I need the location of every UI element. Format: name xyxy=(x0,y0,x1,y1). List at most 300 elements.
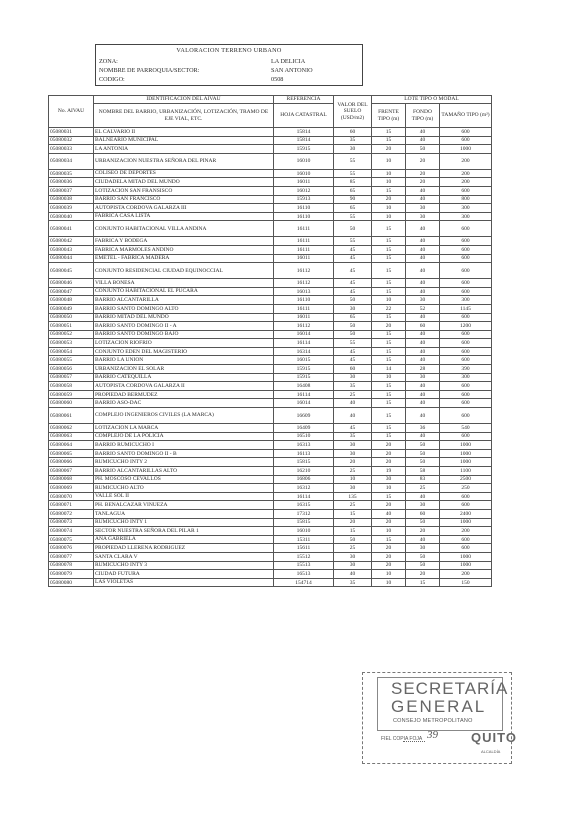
cell-no: 05080033 xyxy=(49,145,94,154)
table-row xyxy=(49,424,492,433)
cell-valor: 40 xyxy=(334,408,372,424)
cell-fondo: 50 xyxy=(406,441,440,450)
cell-fondo: 20 xyxy=(406,570,440,579)
cell-nombre: CONJUNTO RESIDENCIAL CIUDAD EQUINOCCIAL xyxy=(94,263,274,279)
cell-no: 05080059 xyxy=(49,390,94,399)
table-row xyxy=(49,347,492,356)
cell-fondo: 40 xyxy=(406,279,440,288)
cell-nombre: EL CALVARIO II xyxy=(94,128,274,137)
cell-frente: 20 xyxy=(372,544,406,553)
cell-fondo: 40 xyxy=(406,128,440,137)
cell-no: 05080071 xyxy=(49,501,94,510)
cell-fondo: 58 xyxy=(406,467,440,476)
cell-nombre: COLISEO DE DEPORTES xyxy=(94,169,274,178)
cell-fondo: 40 xyxy=(406,390,440,399)
cell-hoja: 15512 xyxy=(274,552,334,561)
cell-nombre: FABRICA CASA LISTA xyxy=(94,212,274,221)
cell-no: 05080056 xyxy=(49,365,94,374)
cell-no: 05080068 xyxy=(49,475,94,484)
cell-tamano: 600 xyxy=(440,501,492,510)
cell-no: 05080035 xyxy=(49,169,94,178)
table-row xyxy=(49,390,492,399)
cell-hoja: 16510 xyxy=(274,432,334,441)
cell-hoja: 16111 xyxy=(274,221,334,237)
cell-frente: 15 xyxy=(372,245,406,254)
cell-valor: 135 xyxy=(334,492,372,501)
cell-frente: 15 xyxy=(372,237,406,246)
cell-nombre: PH. MOSCOSO CEVALLOS xyxy=(94,475,274,484)
cell-no: 05080070 xyxy=(49,492,94,501)
cell-tamano: 600 xyxy=(440,544,492,553)
parroquia-label: NOMBRE DE PARROQUIA/SECTOR: xyxy=(99,67,200,74)
col-tamano: TAMAÑO TIPO (m²) xyxy=(440,104,492,128)
cell-nombre: RUMICUCHO ALTO xyxy=(94,484,274,493)
cell-hoja: 16111 xyxy=(274,245,334,254)
cell-frente: 15 xyxy=(372,254,406,263)
col-nombre: NOMBRE DEL BARRIO, URBANIZACIÓN, LOTIZACIÓN, TRAMO DE EJE VIAL, ETC. xyxy=(94,104,274,128)
cell-hoja: 16014 xyxy=(274,399,334,408)
stamp-alcaldia: ALCALDÍA xyxy=(481,749,501,754)
cell-nombre: VALLE SOL II xyxy=(94,492,274,501)
cell-hoja: 16113 xyxy=(274,449,334,458)
cell-fondo: 50 xyxy=(406,458,440,467)
cell-no: 05080080 xyxy=(49,578,94,587)
cell-no: 05080067 xyxy=(49,467,94,476)
table-row xyxy=(49,304,492,313)
cell-fondo: 83 xyxy=(406,475,440,484)
table-row xyxy=(49,544,492,553)
col-valor: VALOR DEL SUELO (USD/m2) xyxy=(334,96,372,128)
cell-fondo: 15 xyxy=(406,578,440,587)
cell-no: 05080055 xyxy=(49,356,94,365)
cell-nombre: BARRIO ALCANTARILLAS ALTO xyxy=(94,467,274,476)
table-row xyxy=(49,432,492,441)
cell-tamano: 600 xyxy=(440,313,492,322)
cell-fondo: 36 xyxy=(406,424,440,433)
codigo-value: 0508 xyxy=(271,76,284,83)
cell-no: 05080076 xyxy=(49,544,94,553)
cell-hoja: 16011 xyxy=(274,178,334,187)
cell-hoja: 154714 xyxy=(274,578,334,587)
cell-no: 05080074 xyxy=(49,527,94,536)
table-row xyxy=(49,441,492,450)
cell-fondo: 40 xyxy=(406,186,440,195)
cell-no: 05080066 xyxy=(49,458,94,467)
cell-no: 05080051 xyxy=(49,322,94,331)
cell-no: 05080061 xyxy=(49,408,94,424)
cell-tamano: 600 xyxy=(440,356,492,365)
table-row xyxy=(49,458,492,467)
cell-tamano: 600 xyxy=(440,287,492,296)
cell-hoja: 16011 xyxy=(274,313,334,322)
cell-fondo: 20 xyxy=(406,527,440,536)
cell-fondo: 40 xyxy=(406,221,440,237)
table-row xyxy=(49,330,492,339)
cell-frente: 15 xyxy=(372,424,406,433)
cell-fondo: 40 xyxy=(406,382,440,391)
cell-fondo: 40 xyxy=(406,339,440,348)
cell-fondo: 30 xyxy=(406,212,440,221)
cell-hoja: 16513 xyxy=(274,570,334,579)
cell-hoja: 16015 xyxy=(274,356,334,365)
secretaria-stamp xyxy=(362,672,517,764)
cell-nombre: LOTIZACION SAN FRANSISCO xyxy=(94,186,274,195)
cell-hoja: 15513 xyxy=(274,561,334,570)
cell-frente: 15 xyxy=(372,339,406,348)
cell-frente: 20 xyxy=(372,518,406,527)
cell-frente: 10 xyxy=(372,578,406,587)
cell-nombre: COMPLEJO INGENIEROS CIVILES (LA MARCA) xyxy=(94,408,274,424)
cell-tamano: 600 xyxy=(440,390,492,399)
cell-valor: 30 xyxy=(334,561,372,570)
cell-hoja: 16806 xyxy=(274,475,334,484)
cell-nombre: PROPIEDAD LLERENA RODRIGUEZ xyxy=(94,544,274,553)
cell-no: 05080065 xyxy=(49,449,94,458)
cell-valor: 60 xyxy=(334,365,372,374)
cell-hoja: 15915 xyxy=(274,365,334,374)
table-row xyxy=(49,245,492,254)
cell-no: 05080057 xyxy=(49,373,94,382)
cell-frente: 10 xyxy=(372,178,406,187)
cell-nombre: URBANIZACION EL SOLAR xyxy=(94,365,274,374)
cell-hoja: 15815 xyxy=(274,458,334,467)
cell-valor: 35 xyxy=(334,432,372,441)
cell-tamano: 600 xyxy=(440,279,492,288)
cell-no: 05080060 xyxy=(49,399,94,408)
cell-valor: 35 xyxy=(334,136,372,145)
cell-fondo: 40 xyxy=(406,492,440,501)
cell-tamano: 300 xyxy=(440,373,492,382)
cell-valor: 30 xyxy=(334,552,372,561)
cell-nombre: LAS VIOLETAS xyxy=(94,578,274,587)
cell-valor: 50 xyxy=(334,296,372,305)
cell-fondo: 28 xyxy=(406,365,440,374)
cell-fondo: 25 xyxy=(406,484,440,493)
cell-valor: 65 xyxy=(334,313,372,322)
cell-valor: 25 xyxy=(334,501,372,510)
cell-frente: 20 xyxy=(372,441,406,450)
cell-valor: 15 xyxy=(334,509,372,518)
cell-tamano: 540 xyxy=(440,424,492,433)
cell-valor: 45 xyxy=(334,347,372,356)
table-row xyxy=(49,339,492,348)
cell-nombre: AUTOPISTA CORDOVA GALARZA II xyxy=(94,382,274,391)
cell-hoja: 16114 xyxy=(274,390,334,399)
cell-frente: 15 xyxy=(372,128,406,137)
table-row xyxy=(49,296,492,305)
cell-valor: 60 xyxy=(334,128,372,137)
cell-no: 05080079 xyxy=(49,570,94,579)
cell-tamano: 600 xyxy=(440,237,492,246)
valuation-table xyxy=(48,95,492,587)
col-frente: FRENTE TIPO (m) xyxy=(372,104,406,128)
table-row xyxy=(49,186,492,195)
cell-tamano: 600 xyxy=(440,432,492,441)
zona-value: LA DELICIA xyxy=(271,58,306,65)
cell-hoja: 16314 xyxy=(274,347,334,356)
cell-valor: 45 xyxy=(334,254,372,263)
cell-frente: 10 xyxy=(372,204,406,213)
cell-nombre: BARRIO SANTO DOMINGO ALTO xyxy=(94,304,274,313)
cell-valor: 55 xyxy=(334,212,372,221)
table-row xyxy=(49,287,492,296)
cell-tamano: 1000 xyxy=(440,552,492,561)
table-row xyxy=(49,570,492,579)
cell-no: 05080077 xyxy=(49,552,94,561)
cell-no: 05080052 xyxy=(49,330,94,339)
cell-frente: 10 xyxy=(372,570,406,579)
col-hoja: HOJA CATASTRAL xyxy=(274,104,334,128)
cell-tamano: 2400 xyxy=(440,509,492,518)
cell-tamano: 390 xyxy=(440,365,492,374)
cell-frente: 20 xyxy=(372,501,406,510)
cell-hoja: 16409 xyxy=(274,424,334,433)
cell-valor: 35 xyxy=(334,578,372,587)
cell-fondo: 40 xyxy=(406,356,440,365)
cell-fondo: 30 xyxy=(406,204,440,213)
zona-row xyxy=(99,58,361,66)
cell-hoja: 15915 xyxy=(274,373,334,382)
cell-frente: 15 xyxy=(372,279,406,288)
cell-hoja: 16111 xyxy=(274,237,334,246)
cell-tamano: 600 xyxy=(440,382,492,391)
table-row xyxy=(49,169,492,178)
cell-no: 05080058 xyxy=(49,382,94,391)
cell-fondo: 40 xyxy=(406,136,440,145)
cell-valor: 45 xyxy=(334,287,372,296)
cell-no: 05080038 xyxy=(49,195,94,204)
cell-hoja: 16013 xyxy=(274,287,334,296)
cell-nombre: BARRIO SANTO DOMINGO II - B xyxy=(94,449,274,458)
cell-frente: 20 xyxy=(372,552,406,561)
cell-valor: 45 xyxy=(334,356,372,365)
cell-fondo: 30 xyxy=(406,501,440,510)
table-row xyxy=(49,408,492,424)
table-row xyxy=(49,449,492,458)
cell-fondo: 40 xyxy=(406,263,440,279)
cell-valor: 25 xyxy=(334,390,372,399)
cell-nombre: CIUDADELA MITAD DEL MUNDO xyxy=(94,178,274,187)
cell-no: 05080044 xyxy=(49,254,94,263)
cell-frente: 15 xyxy=(372,287,406,296)
cell-valor: 55 xyxy=(334,153,372,169)
cell-hoja: 15311 xyxy=(274,535,334,544)
cell-frente: 20 xyxy=(372,449,406,458)
col-identificacion: IDENTIFICACION DEL AIVAU xyxy=(94,96,274,104)
cell-nombre: BARRIO ASO-DAC xyxy=(94,399,274,408)
cell-no: 05080049 xyxy=(49,304,94,313)
cell-valor: 45 xyxy=(334,263,372,279)
cell-frente: 15 xyxy=(372,136,406,145)
cell-tamano: 600 xyxy=(440,330,492,339)
cell-no: 05080045 xyxy=(49,263,94,279)
cell-frente: 40 xyxy=(372,509,406,518)
cell-hoja: 16010 xyxy=(274,527,334,536)
codigo-label: CODIGO: xyxy=(99,76,125,83)
cell-nombre: PROPIEDAD BERMUDEZ xyxy=(94,390,274,399)
document-title: VALORACION TERRENO URBANO xyxy=(176,47,282,54)
cell-fondo: 20 xyxy=(406,169,440,178)
cell-hoja: 15611 xyxy=(274,544,334,553)
cell-no: 05080054 xyxy=(49,347,94,356)
cell-fondo: 40 xyxy=(406,535,440,544)
cell-no: 05080053 xyxy=(49,339,94,348)
cell-valor: 85 xyxy=(334,178,372,187)
cell-no: 05080034 xyxy=(49,153,94,169)
cell-tamano: 150 xyxy=(440,578,492,587)
cell-hoja: 16110 xyxy=(274,296,334,305)
cell-no: 05080041 xyxy=(49,221,94,237)
cell-tamano: 1200 xyxy=(440,322,492,331)
cell-frente: 10 xyxy=(372,212,406,221)
cell-no: 05080073 xyxy=(49,518,94,527)
table-row xyxy=(49,221,492,237)
cell-valor: 30 xyxy=(334,145,372,154)
cell-fondo: 40 xyxy=(406,287,440,296)
cell-valor: 30 xyxy=(334,441,372,450)
cell-no: 05080063 xyxy=(49,432,94,441)
table-row xyxy=(49,475,492,484)
cell-frente: 15 xyxy=(372,263,406,279)
cell-fondo: 40 xyxy=(406,254,440,263)
cell-no: 05080036 xyxy=(49,178,94,187)
cell-fondo: 40 xyxy=(406,399,440,408)
cell-tamano: 600 xyxy=(440,136,492,145)
cell-nombre: TANLAGUA xyxy=(94,509,274,518)
cell-valor: 45 xyxy=(334,279,372,288)
cell-nombre: RUMICUCHO INTY 1 xyxy=(94,518,274,527)
table-row xyxy=(49,153,492,169)
cell-frente: 30 xyxy=(372,475,406,484)
col-no-aivau: No. AIVAU xyxy=(49,96,94,128)
cell-tamano: 200 xyxy=(440,570,492,579)
table-row xyxy=(49,195,492,204)
cell-nombre: BARRIO MITAD DEL MUNDO xyxy=(94,313,274,322)
cell-valor: 30 xyxy=(334,373,372,382)
col-referencia: REFERENCIA xyxy=(274,96,334,104)
cell-tamano: 1000 xyxy=(440,458,492,467)
table-row xyxy=(49,365,492,374)
cell-valor: 90 xyxy=(334,195,372,204)
cell-tamano: 1000 xyxy=(440,449,492,458)
cell-tamano: 600 xyxy=(440,347,492,356)
table-row xyxy=(49,467,492,476)
stamp-fiel: FIEL COPIA FOJA xyxy=(381,736,423,742)
table-body xyxy=(49,128,492,587)
table-row xyxy=(49,279,492,288)
cell-nombre: BARRIO SAN FRANCISCO xyxy=(94,195,274,204)
cell-valor: 40 xyxy=(334,570,372,579)
cell-frente: 20 xyxy=(372,195,406,204)
table-row xyxy=(49,535,492,544)
cell-fondo: 40 xyxy=(406,330,440,339)
cell-no: 05080075 xyxy=(49,535,94,544)
table-row xyxy=(49,136,492,145)
cell-nombre: LA ANTONIA xyxy=(94,145,274,154)
cell-frente: 20 xyxy=(372,145,406,154)
cell-no: 05080037 xyxy=(49,186,94,195)
table-row xyxy=(49,509,492,518)
table-row xyxy=(49,254,492,263)
cell-valor: 20 xyxy=(334,458,372,467)
cell-fondo: 50 xyxy=(406,561,440,570)
cell-valor: 55 xyxy=(334,169,372,178)
cell-hoja: 16010 xyxy=(274,153,334,169)
stamp-dots xyxy=(403,741,425,742)
cell-tamano: 600 xyxy=(440,339,492,348)
cell-fondo: 40 xyxy=(406,245,440,254)
cell-no: 05080046 xyxy=(49,279,94,288)
cell-frente: 15 xyxy=(372,408,406,424)
cell-tamano: 1000 xyxy=(440,561,492,570)
cell-hoja: 16012 xyxy=(274,186,334,195)
cell-nombre: BARRIO SANTO DOMINGO II - A xyxy=(94,322,274,331)
cell-valor: 25 xyxy=(334,544,372,553)
cell-fondo: 20 xyxy=(406,153,440,169)
cell-no: 05080050 xyxy=(49,313,94,322)
cell-tamano: 800 xyxy=(440,195,492,204)
col-fondo: FONDO TIPO (m) xyxy=(406,104,440,128)
cell-fondo: 50 xyxy=(406,449,440,458)
cell-no: 05080031 xyxy=(49,128,94,137)
cell-fondo: 40 xyxy=(406,432,440,441)
cell-nombre: ANA GABRIELA xyxy=(94,535,274,544)
cell-valor: 55 xyxy=(334,339,372,348)
cell-frente: 20 xyxy=(372,322,406,331)
cell-hoja: 16112 xyxy=(274,322,334,331)
cell-no: 05080048 xyxy=(49,296,94,305)
cell-valor: 45 xyxy=(334,245,372,254)
cell-nombre: CONJUNTO HABITACIONAL VILLA ANDINA xyxy=(94,221,274,237)
cell-frente: 22 xyxy=(372,304,406,313)
cell-frente: 10 xyxy=(372,169,406,178)
cell-tamano: 200 xyxy=(440,169,492,178)
cell-tamano: 1000 xyxy=(440,145,492,154)
cell-tamano: 1100 xyxy=(440,467,492,476)
cell-hoja: 16011 xyxy=(274,254,334,263)
cell-nombre: BALNEARIO MUNICIPAL xyxy=(94,136,274,145)
cell-hoja: 16313 xyxy=(274,441,334,450)
cell-valor: 30 xyxy=(334,449,372,458)
cell-valor: 50 xyxy=(334,221,372,237)
stamp-quito: QUITO xyxy=(471,730,517,745)
cell-valor: 25 xyxy=(334,467,372,476)
cell-tamano: 2500 xyxy=(440,475,492,484)
cell-valor: 30 xyxy=(334,304,372,313)
cell-fondo: 20 xyxy=(406,178,440,187)
cell-valor: 50 xyxy=(334,322,372,331)
codigo-row xyxy=(99,76,361,84)
cell-nombre: SECTOR NUESTRA SEÑORA DEL PILAR 1 xyxy=(94,527,274,536)
cell-frente: 15 xyxy=(372,390,406,399)
cell-hoja: 16114 xyxy=(274,339,334,348)
cell-frente: 15 xyxy=(372,382,406,391)
cell-frente: 15 xyxy=(372,313,406,322)
cell-fondo: 40 xyxy=(406,313,440,322)
cell-hoja: 16315 xyxy=(274,501,334,510)
cell-tamano: 300 xyxy=(440,296,492,305)
cell-hoja: 15814 xyxy=(274,128,334,137)
stamp-line1: SECRETARÍA xyxy=(391,679,509,698)
cell-fondo: 30 xyxy=(406,296,440,305)
cell-tamano: 600 xyxy=(440,535,492,544)
cell-nombre: URBANIZACION NUESTRA SEÑORA DEL PINAR xyxy=(94,153,274,169)
table-row xyxy=(49,204,492,213)
cell-fondo: 50 xyxy=(406,145,440,154)
cell-nombre: PH. BENALCAZAR VINUEZA xyxy=(94,501,274,510)
cell-nombre: COMPLEJO DE LA POLICIA xyxy=(94,432,274,441)
cell-nombre: EMETEL - FABRICA MADERA xyxy=(94,254,274,263)
